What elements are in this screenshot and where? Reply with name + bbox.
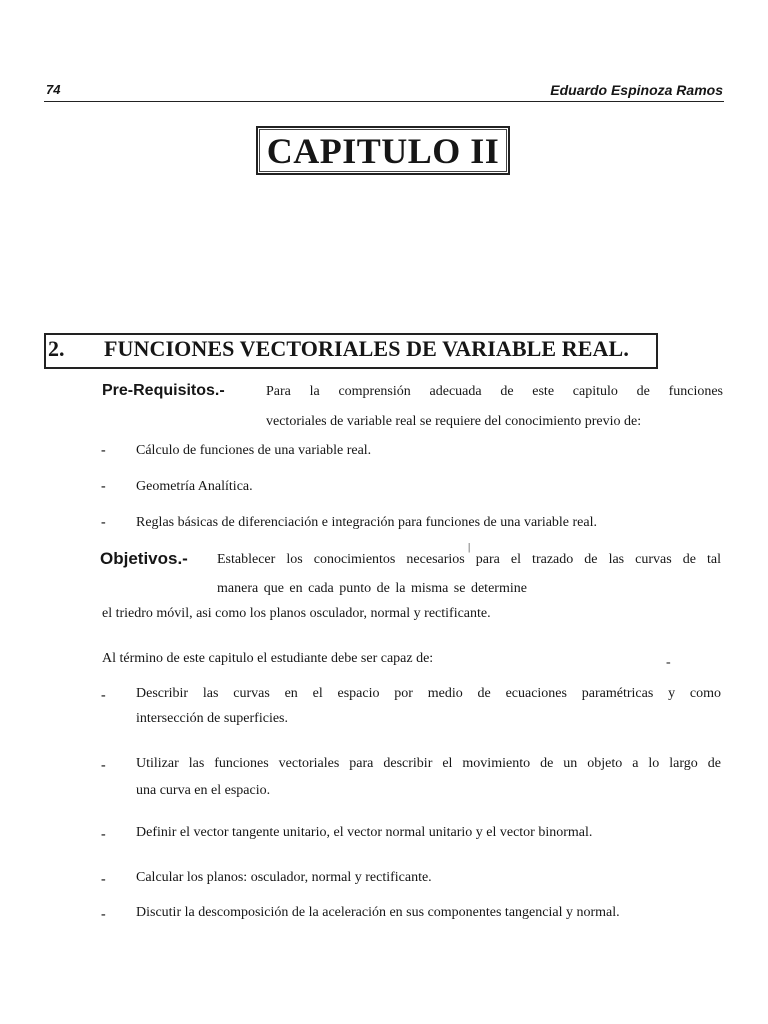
section-number: 2. xyxy=(48,336,65,361)
objectives-line-2: manera que en cada punto de la misma se determine xyxy=(217,581,527,596)
objectives-line-3: el triedro móvil, asi como los planos osculador, normal y rectificante. xyxy=(102,606,491,621)
bullet-marker: - xyxy=(101,907,106,922)
chapter-title-box xyxy=(256,126,510,175)
stray-mark: - xyxy=(666,655,671,670)
bullet-marker: - xyxy=(101,479,106,494)
section-title: FUNCIONES VECTORIALES DE VARIABLE REAL. xyxy=(104,336,629,361)
prerequisite-item: Cálculo de funciones de una variable real. xyxy=(136,443,372,458)
author-name: Eduardo Espinoza Ramos xyxy=(550,82,723,98)
objectives-line-1: Establecer los conocimientos necesarios para el trazado de las curvas de tal xyxy=(217,552,721,567)
objective-item-line-1: Describir las curvas en el espacio por medio de ecuaciones paramétricas y como xyxy=(136,686,721,701)
prerequisite-item: Reglas básicas de diferenciación e integración para funciones de una variable real. xyxy=(136,515,598,530)
objective-item-line-1: Discutir la descomposición de la aceleración en sus componentes tangencial y normal. xyxy=(136,905,620,920)
bullet-marker: - xyxy=(101,443,106,458)
prerequisites-line-1: Para la comprensión adecuada de este capitulo de funciones xyxy=(266,384,723,399)
objective-item-line-2: intersección de superficies. xyxy=(136,711,288,726)
objective-item-line-2: una curva en el espacio. xyxy=(136,783,271,798)
objective-item-line-1: Definir el vector tangente unitario, el vector normal unitario y el vector binormal. xyxy=(136,825,593,840)
objective-item-line-1: Calcular los planos: osculador, normal y rectificante. xyxy=(136,870,432,885)
bullet-marker: - xyxy=(101,872,106,887)
prerequisites-label: Pre-Requisitos.- xyxy=(102,382,225,399)
header-rule xyxy=(44,101,724,102)
objective-item-line-1: Utilizar las funciones vectoriales para describir el movimiento de un objeto a lo largo de xyxy=(136,756,721,771)
page-number: 74 xyxy=(46,82,61,97)
prerequisites-line-2: vectoriales de variable real se requiere del conocimiento previo de: xyxy=(266,414,642,429)
prerequisite-item: Geometría Analítica. xyxy=(136,479,253,494)
objectives-label: Objetivos.- xyxy=(100,549,188,568)
bullet-marker: - xyxy=(101,688,106,703)
bullet-marker: - xyxy=(101,515,106,530)
stray-mark: | xyxy=(468,541,471,553)
bullet-marker: - xyxy=(101,758,106,773)
bullet-marker: - xyxy=(101,827,106,842)
objectives-intro: Al término de este capitulo el estudiante debe ser capaz de: xyxy=(102,651,434,666)
chapter-title: CAPITULO II xyxy=(266,131,500,171)
section-heading-box xyxy=(44,333,658,369)
